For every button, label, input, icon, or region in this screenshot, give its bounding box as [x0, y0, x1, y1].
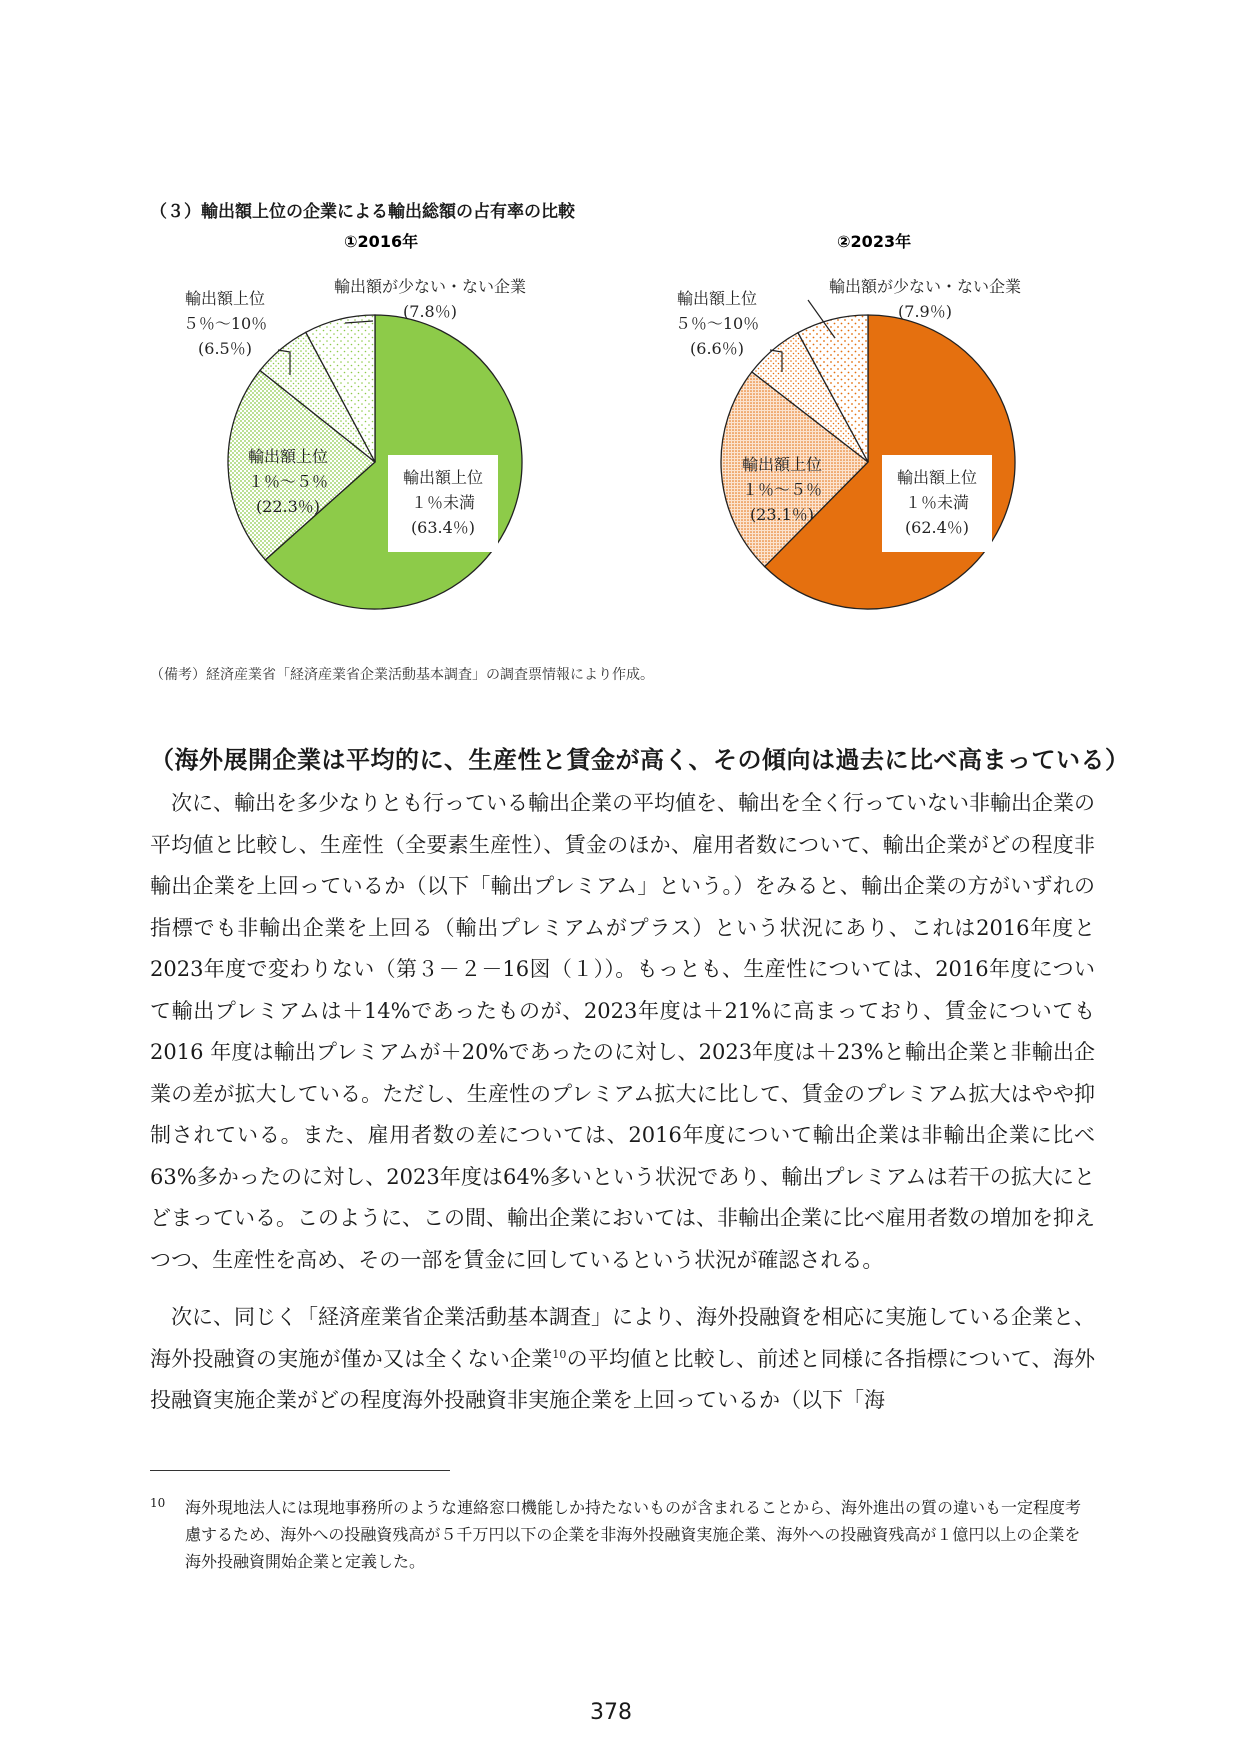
- slice-2016-top1to5-label-line1: 輸出額上位: [247, 447, 329, 466]
- footnote-rule: [150, 1470, 450, 1471]
- slice-2023-top1to5-label-line1: 輸出額上位: [741, 455, 823, 474]
- paragraph-2-part-b: の平均値と比較し、前述と同様に各指標について、海外投融資実施企業がどの程度海外投融資非実施企業を上回っているか（以下「海: [150, 1346, 1095, 1412]
- footnote-text: 海外現地法人には現地事務所のような連絡窓口機能しか持たないものが含まれることから、海外進出の質の違いも一定程度考慮するため、海外への投融資残高が５千万円以下の企業を非海外投融資実施企業、海外への投融資残高が１億円以上の企業を海外投融資開始企業と定義した。: [185, 1498, 1082, 1571]
- figure-title: （３）輸出額上位の企業による輸出総額の占有率の比較: [150, 202, 575, 222]
- footnote-number: 10: [150, 1496, 166, 1510]
- slice-2023-low-label-line2: (7.9％): [898, 302, 952, 321]
- slice-2016-top1-label-line1: 輸出額上位: [402, 468, 484, 487]
- page-number: 378: [590, 1700, 632, 1725]
- slice-2016-top1to5-label-line3: (22.3％): [255, 497, 321, 516]
- section-heading: （海外展開企業は平均的に、生産性と賃金が高く、その傾向は過去に比べ高まっている）: [150, 746, 1130, 774]
- slice-2023-top1to5-label-line2: １％～５％: [741, 480, 823, 499]
- slice-2023-top1to5-label-line3: (23.1％): [749, 505, 815, 524]
- slice-2016-top5to10-label-line2: ５％～10％: [182, 314, 268, 333]
- slice-2016-top5to10-label-line1: 輸出額上位: [184, 289, 266, 308]
- chart-2023-title: ②2023年: [837, 232, 912, 251]
- pie-charts: [0, 0, 1241, 650]
- footnote: [150, 1494, 1095, 1575]
- slice-2016-low-label-line2: (7.8％): [403, 302, 457, 321]
- slice-2016-top1to5-label-line2: １％～５％: [247, 472, 329, 491]
- chart-2016-title: ①2016年: [344, 232, 419, 251]
- slice-2023-top5to10-label-line2: ５％～10％: [674, 314, 760, 333]
- slice-2023-top5to10-label-line3: (6.6％): [690, 339, 744, 358]
- footnote-ref[interactable]: 10: [552, 1347, 567, 1361]
- slice-2023-low-label-line1: 輸出額が少ない・ない企業: [828, 277, 1022, 296]
- slice-2016-low-label-line1: 輸出額が少ない・ない企業: [333, 277, 527, 296]
- paragraph-2-part-a: 次に、同じく「経済産業省企業活動基本調査」により、海外投融資を相応に実施している企業と、海外投融資の実施が僅か又は全くない企業: [150, 1305, 1095, 1371]
- paragraph-2-text: [150, 1297, 1095, 1422]
- paragraph-2: [150, 1297, 1095, 1422]
- slice-2023-top1-label-line2: １％未満: [904, 493, 970, 512]
- slice-2016-top1-label-line3: (63.4％): [410, 518, 476, 537]
- paragraph-1: [150, 783, 1095, 1281]
- slice-2016-top1-label-line2: １％未満: [410, 493, 476, 512]
- figure-note: （備考）経済産業省「経済産業省企業活動基本調査」の調査票情報により作成。: [150, 667, 654, 683]
- slice-2023-top1-label-line1: 輸出額上位: [896, 468, 978, 487]
- slice-2016-top5to10-label-line3: (6.5％): [198, 339, 252, 358]
- slice-2023-top5to10-label-line1: 輸出額上位: [676, 289, 758, 308]
- paragraph-1-text: 次に、輸出を多少なりとも行っている輸出企業の平均値を、輸出を全く行っていない非輸出企業の平均値と比較し、生産性（全要素生産性）、賃金のほか、雇用者数について、輸出企業がどの程度非輸出企業を上回っているか（以下「輸出プレミアム」という。）をみると、輸出企業の方がいずれの指標でも非輸出企業を上回る（輸出プレミアムがプラス）という状況にあり、これは2016年度と2023年度で変わりない（第３－２－16図（１））。もっとも、生産性については、2016年度について輸出プレミアムは＋14%であったものが、2023年度は＋21%に高まっており、賃金についても 2016 年度は輸出プレミアムが＋20%であったのに対し、2023年度は＋23%と輸出企業と非輸出企業の差が拡大している。ただし、生産性のプレミアム拡大に比して、賃金のプレミアム拡大はやや抑制されている。また、雇用者数の差については、2016年度について輸出企業は非輸出企業に比べ63%多かったのに対し、2023年度は64%多いという状況であり、輸出プレミアムは若干の拡大にとどまっている。このように、この間、輸出企業においては、非輸出企業に比べ雇用者数の増加を抑えつつ、生産性を高め、その一部を賃金に回しているという状況が確認される。: [150, 791, 1095, 1272]
- slice-2023-top1-label-line3: (62.4％): [904, 518, 970, 537]
